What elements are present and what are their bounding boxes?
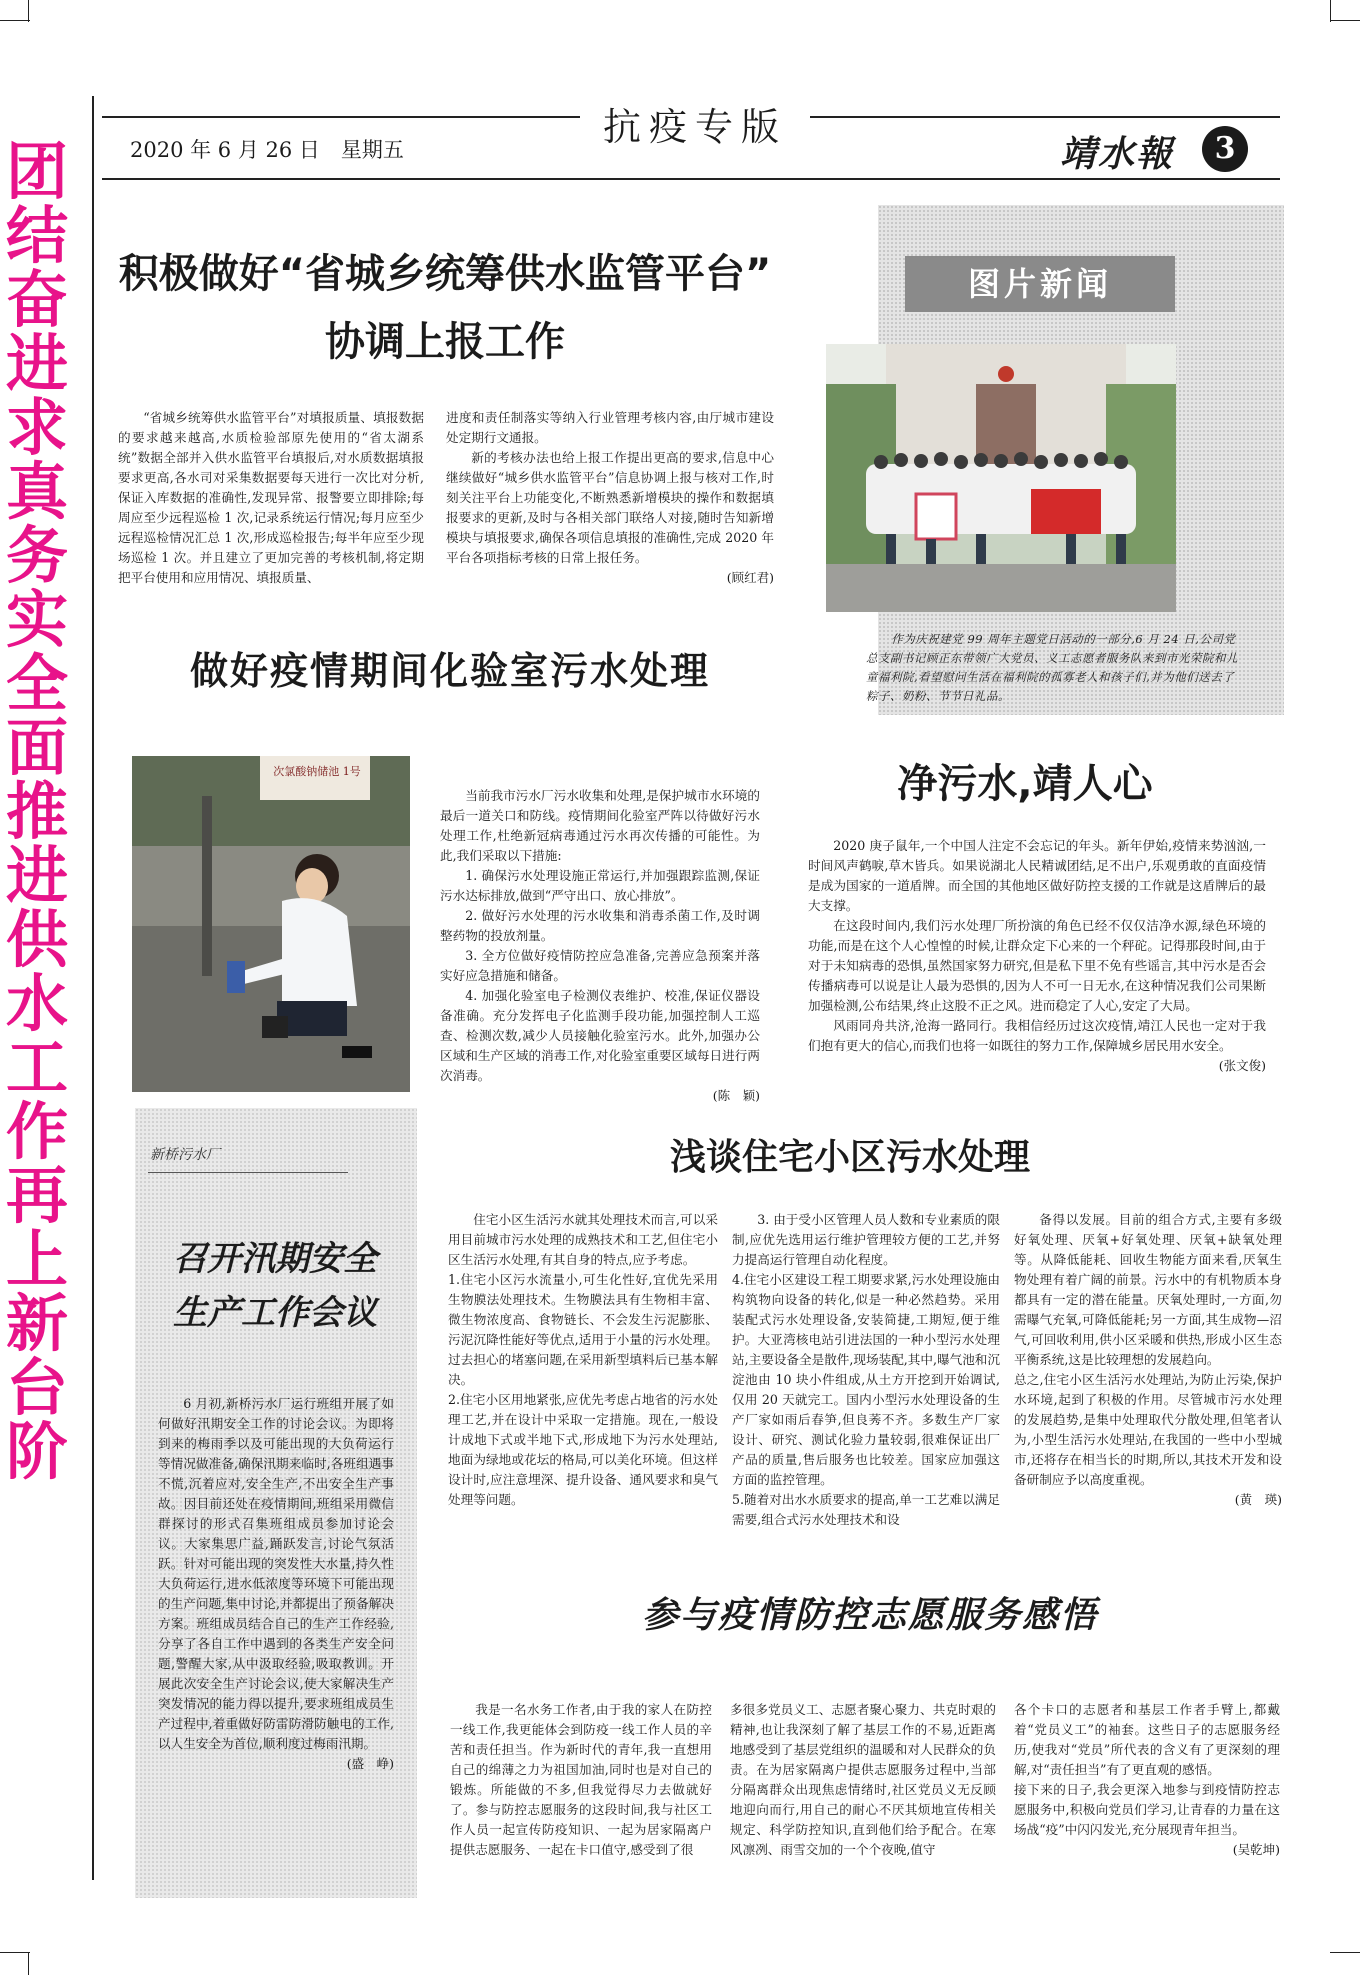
group-photo	[826, 344, 1176, 612]
article2-title: 做好疫情期间化验室污水处理	[189, 649, 710, 693]
article4-title-line2: 生产工作会议	[173, 1293, 377, 1333]
article2-paragraph-2: 1. 确保污水处理设施正常运行,并加强跟踪监测,保证污水达标排放,做到“严守出口、放心排放”。	[440, 868, 760, 903]
article2-signature: (陈 颖)	[712, 1088, 760, 1103]
article5-column-1	[448, 1210, 718, 1510]
issue-date: 2020 年 6 月 26 日 星期五	[130, 138, 404, 162]
article4-signature: (盛 峥)	[346, 1756, 394, 1771]
crop-mark	[1330, 1952, 1360, 1953]
article4-tagline-rule	[148, 1172, 348, 1173]
article6-text-1: 我是一名水务工作者,由于我的家人在防控一线工作,我更能体会到防疫一线工作人员的辛苦和责任担当。作为新时代的青年,我一直想用自己的绵薄之力为祖国加油,同时也是对自己的锻炼。所能做的不多,但我觉得尽力去做就好了。参与防控志愿服务的这段时间,我与社区工作人员一起宣传防疫知识、一起为居家隔离户提供志愿服务、一起在卡口值守,感受到了很	[450, 1702, 712, 1857]
article5-column-2	[732, 1210, 1000, 1530]
header-rule-bottom	[102, 178, 1280, 180]
article2-paragraph-3: 2. 做好污水处理的污水收集和消毒杀菌工作,及时调整药物的投放剂量。	[440, 908, 760, 943]
article2-paragraph-4: 3. 全方位做好疫情防控应急准备,完善应急预案并落实好应急措施和储备。	[440, 948, 760, 983]
article2-paragraph-1: 当前我市污水厂污水收集和处理,是保护城市水环境的最后一道关口和防线。疫情期间化验室严阵以待做好污水处理工作,杜绝新冠病毒通过污水再次传播的可能性。为此,我们采取以下措施:	[440, 788, 760, 863]
newspaper-brand: 靖水報	[1060, 133, 1175, 175]
article5-text-2: 3. 由于受小区管理人员人数和专业素质的限制,应优先选用运行维护管理较方便的工艺,并努力提高运行管理自动化程度。 4.住宅小区建设工程工期要求紧,污水处理设施由构筑物向设备的转化,似是一种必然趋势。采用装配式污水处理设备,安装简捷,工期短,便于维护。大亚湾核电站引进法国的一种小型污水处理站,主要设备全是散件,现场装配,其中,曝气池和沉淀池由 10 块小件组成,从土方开挖到开始调试,仅用 20 天就完工。国内小型污水处理设备的生产厂家如雨后春笋,但良莠不齐。多数生产厂家设计、研究、测试化验力量较弱,很难保证出厂产品的质量,售后服务也比较差。国家应加强这方面的监控管理。 5.随着对出水水质要求的提高,单一工艺难以满足需要,组合式污水处理技术和设	[732, 1212, 1000, 1527]
slogan-text: 团结奋进 求真务实 全面推进供水工作再上新台阶	[5, 135, 68, 1488]
lab-photo-sign: 次氯酸钠储池 1号	[273, 765, 361, 778]
article2-paragraph-5: 4. 加强化验室电子检测仪表维护、校准,保证仪器设备准确。充分发挥电子化监测手段功能,加强控制人工巡查、检测次数,减少人员接触化验室污水。此外,加强办公区域和生产区域的消毒工作,对化验室重要区域每日进行两次消毒。	[440, 988, 760, 1083]
article3-body	[808, 836, 1266, 1074]
article1-text-paragraph: 新的考核办法也给上报工作提出更高的要求,信息中心继续做好“城乡供水监管平台”信息协调上报与核对工作,时刻关注平台上功能变化,不断熟悉新增模块的操作和数据填报要求的更新,及时与各相关部门联络人对接,随时告知新增模块与填报要求,确保各项信息填报的准确性,完成 2020 年平台各项指标考核的日常上报任务。	[446, 450, 774, 565]
crop-mark	[1330, 0, 1331, 22]
article6-column-3	[1014, 1700, 1280, 1858]
article6-text-2: 多很多党员义工、志愿者聚心聚力、共克时艰的精神,也让我深刻了解了基层工作的不易,近距离地感受到了基层党组织的温暖和对人民群众的负责。在为居家隔离户提供志愿服务过程中,当部分隔离群众出现焦虑情绪时,社区党员义无反顾地迎向而行,用自己的耐心不厌其烦地宣传相关规定、科学防控知识,直到他们给予配合。在寒风凛冽、雨雪交加的一个个夜晚,值守	[730, 1702, 996, 1857]
crop-mark	[28, 1952, 29, 1975]
article6-column-1	[450, 1700, 712, 1860]
article4-tagline: 新桥污水厂	[150, 1147, 220, 1163]
section-title: 抗疫专版	[602, 105, 787, 149]
lab-photo	[132, 756, 410, 1092]
page-number-badge: 3	[1202, 126, 1248, 172]
crop-mark	[0, 1952, 30, 1953]
article1-title-line1: 积极做好“省城乡统筹供水监管平台”	[118, 251, 772, 297]
article4-text: 6 月初,新桥污水厂运行班组开展了如何做好汛期安全工作的讨论会议。为即将到来的梅雨季以及可能出现的大负荷运行等情况做准备,确保汛期来临时,各班组遇事不慌,沉着应对,安全生产,不出安全生产事故。因目前还处在疫情期间,班组采用微信群探讨的形式召集班组成员参加讨论会议。大家集思广益,踊跃发言,讨论气氛活跃。针对可能出现的突发性大水量,持久性大负荷运行,进水低浓度等环境下可能出现的生产问题,集中讨论,并都提出了预备解决方案。班组成员结合自己的生产工作经验,分享了各自工作中遇到的各类生产安全问题,警醒大家,从中汲取经验,吸取教训。开展此次安全生产讨论会议,使大家解决生产突发情况的能力得以提升,要求班组成员生产过程中,着重做好防雷防滑防触电的工作,以人生安全为首位,顺利度过梅雨汛期。	[158, 1396, 394, 1751]
article3-paragraph-2: 在这段时间内,我们污水处理厂所扮演的角色已经不仅仅洁净水源,绿色环境的功能,而是在这个人心惶惶的时候,让群众定下心来的一个秤砣。记得那段时间,由于对于未知病毒的恐惧,虽然国家努力研究,但是私下里不免有些谣言,其中污水是否会传播病毒可以说是让人最为恐惧的,因为人不可一日无水,在这种情况我们公司果断加强检测,公布结果,终止这股不正之风。进而稳定了人心,安定了大局。	[808, 918, 1266, 1013]
article4-title-line1: 召开汛期安全	[173, 1239, 377, 1279]
article1-column-2	[446, 408, 774, 586]
article3-signature: (张文俊)	[1218, 1058, 1266, 1073]
header-rule-left	[102, 116, 580, 118]
crop-mark	[0, 20, 30, 21]
article6-title: 参与疫情防控志愿服务感悟	[641, 1595, 1098, 1636]
article1-text-continued: 进度和责任制落实等纳入行业管理考核内容,由厅城市建设处定期行文通报。	[446, 410, 774, 445]
article5-column-3	[1014, 1210, 1282, 1508]
photo-news-tag: 图片新闻	[905, 256, 1175, 312]
article6-signature: (吴乾坤)	[1232, 1842, 1280, 1857]
article5-title: 浅谈住宅小区污水处理	[669, 1137, 1030, 1178]
article1-title-line2: 协调上报工作	[325, 319, 565, 365]
crop-mark	[28, 0, 29, 22]
article3-paragraph-3: 风雨同舟共济,沧海一路同行。我相信经历过这次疫情,靖江人民也一定对于我们抱有更大的信心,而我们也将一如既往的努力工作,保障城乡居民用水安全。	[808, 1018, 1266, 1053]
crop-mark	[1330, 20, 1360, 21]
slogan-column	[0, 96, 94, 1880]
article3-title: 净污水,靖人心	[897, 761, 1153, 807]
article5-text-3: 备得以发展。目前的组合方式,主要有多级好氧处理、厌氧+好氧处理、厌氧+缺氧处理等。从降低能耗、回收生物能方面来看,厌氧生物处理有着广阔的前景。污水中的有机物质本身都具有一定的潜在能量。厌氧处理时,一方面,勿需曝气充氧,可降低能耗;另一方面,其生成物—沼气,可回收利用,供小区采暖和供热,形成小区生态平衡系统,这是比较理想的发展趋向。 总之,住宅小区生活污水处理站,为防止污染,保护水环境,起到了积极的作用。尽管城市污水处理的发展趋势,是集中处理取代分散处理,但笔者认为,小型生活污水处理站,在我国的一些中小型城市,还将存在相当长的时期,所以,其技术开发和设备研制应予以高度重视。	[1014, 1212, 1282, 1487]
header-rule-right	[810, 116, 1280, 118]
article5-text-1: 住宅小区生活污水就其处理技术而言,可以采用目前城市污水处理的成熟技术和工艺,但住宅小区生活污水处理,有其自身的特点,应予考虑。 1.住宅小区污水流量小,可生化性好,宜优先采用生物膜法处理技术。生物膜法具有生物相丰富、微生物浓度高、食物链长、不会发生污泥膨胀、污泥沉降性能好等优点,适用于小量的污水处理。过去担心的堵塞问题,在采用新型填料后已基本解决。 2.住宅小区用地紧张,应优先考虑占地省的污水处理工艺,并在设计中采取一定措施。现在,一般设计成地下式或半地下式,形成地下为污水处理站,地面为绿地或花坛的格局,可以美化环境。但这样设计时,应注意埋深、提升设备、通风要求和臭气处理等问题。	[448, 1212, 718, 1507]
article3-paragraph-1: 2020 庚子鼠年,一个中国人注定不会忘记的年头。新年伊始,疫情来势汹汹,一时间风声鹤唳,草木皆兵。如果说湖北人民精诚团结,足不出户,乐观勇敢的直面疫情是成为国家的一道盾牌。而全国的其他地区做好防控支援的工作就是这盾牌后的最大支撑。	[808, 838, 1266, 913]
article4-body	[158, 1394, 394, 1772]
article6-text-3: 各个卡口的志愿者和基层工作者手臂上,都戴着“党员义工”的袖套。这些日子的志愿服务经历,使我对“党员”所代表的含义有了更深刻的理解,对“责任担当”有了更直观的感悟。 接下来的日子,我会更深入地参与到疫情防控志愿服务中,积极向党员们学习,让青春的力量在这场战“疫”中闪闪发光,充分展现青年担当。	[1014, 1702, 1280, 1837]
photo-news-caption: 作为庆祝建党 99 周年主题党日活动的一部分,6 月 24 日,公司党总支副书记顾正东带领广大党员、义工志愿者服务队来到市光荣院和儿童福利院,看望慰问生活在福利院的孤寡老人和孩子们,并为他们送去了粽子、奶粉、节节日礼品。	[866, 632, 1238, 703]
article5-signature: (黄 瑛)	[1234, 1492, 1282, 1507]
article1-text: “省城乡统筹供水监管平台”对填报质量、填报数据的要求越来越高,水质检验部原先使用的“省太湖系统”数据全部并入供水监管平台填报后,对水质数据填报要求更高,各水司对采集数据要每天进行一次比对分析,保证入库数据的准确性,发现异常、报警要立即排除;每周应至少远程巡检 1 次,记录系统运行情况;每月应至少远程巡检情况汇总 1 次,形成巡检报告;每半年应至少现场巡检 1 次。并且建立了更加完善的考核机制,将定期把平台使用和应用情况、填报质量、	[118, 410, 424, 585]
article1-column-1	[118, 408, 424, 588]
article2-body	[440, 786, 760, 1104]
article6-column-2	[730, 1700, 996, 1860]
article1-signature: (顾红君)	[726, 570, 774, 585]
